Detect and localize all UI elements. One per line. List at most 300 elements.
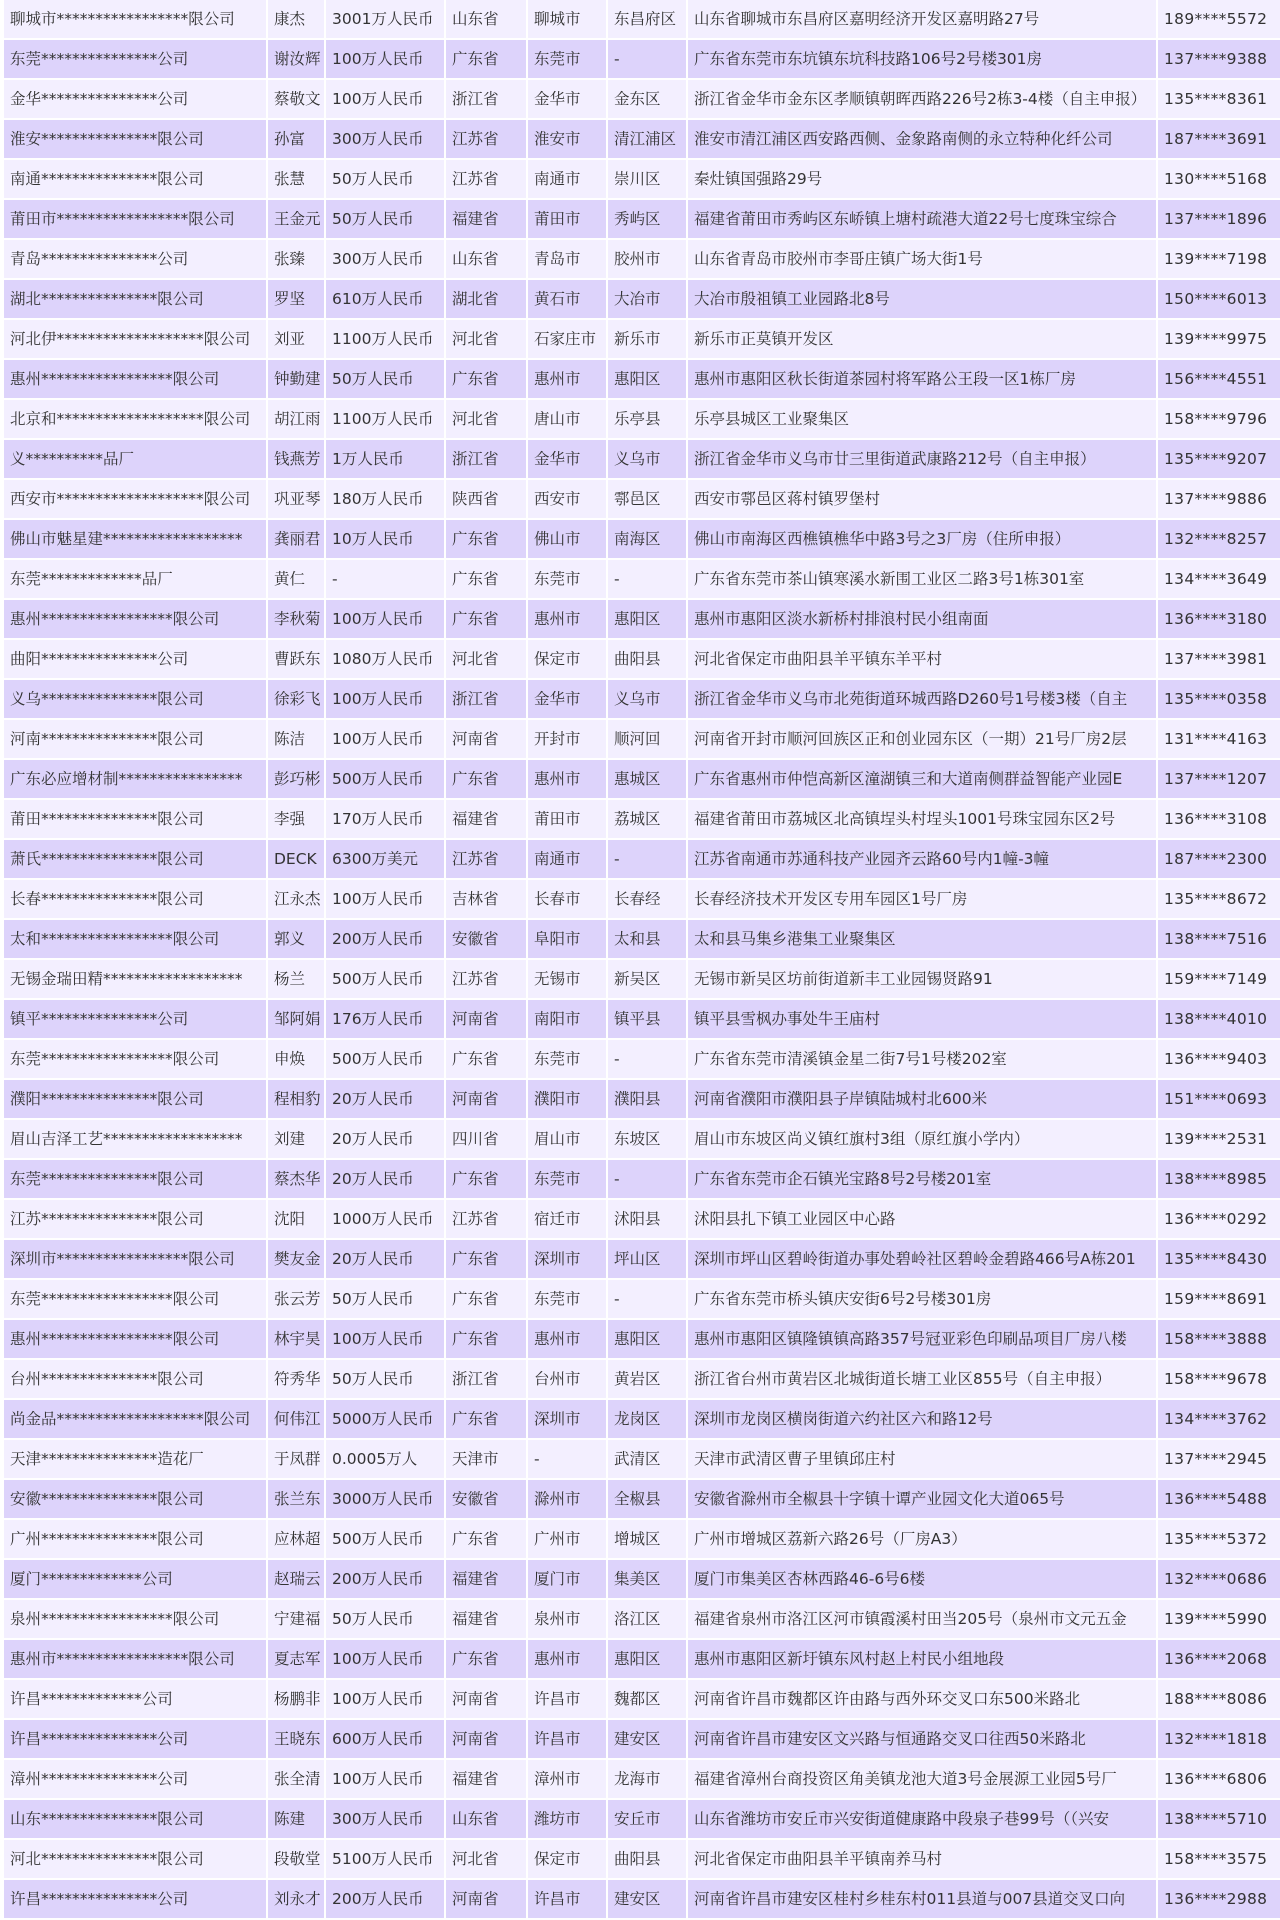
province-cell: 广东省 — [446, 1520, 526, 1558]
city-cell: 唐山市 — [528, 400, 606, 438]
company-name-cell: 山东***************限公司 — [4, 1800, 266, 1838]
table-row — [4, 120, 1280, 158]
district-cell: 全椒县 — [608, 1480, 686, 1518]
company-name-cell: 东莞*************品厂 — [4, 560, 266, 598]
phone-cell: 159****8691 — [1158, 1280, 1280, 1318]
table-row — [4, 80, 1280, 118]
capital-cell: 100万人民币 — [326, 880, 444, 918]
address-cell: 惠州市惠阳区新圩镇东风村赵上村民小组地段 — [688, 1640, 1156, 1678]
table-row — [4, 1040, 1280, 1078]
legal-rep-cell: 樊友金 — [268, 1240, 324, 1278]
city-cell: 青岛市 — [528, 240, 606, 278]
address-cell: 西安市鄠邑区蒋村镇罗堡村 — [688, 480, 1156, 518]
capital-cell: 100万人民币 — [326, 1680, 444, 1718]
capital-cell: - — [326, 560, 444, 598]
address-cell: 广州市增城区荔新六路26号（厂房A3） — [688, 1520, 1156, 1558]
legal-rep-cell: 沈阳 — [268, 1200, 324, 1238]
province-cell: 四川省 — [446, 1120, 526, 1158]
province-cell: 江苏省 — [446, 1200, 526, 1238]
province-cell: 广东省 — [446, 1040, 526, 1078]
district-cell: 乐亭县 — [608, 400, 686, 438]
legal-rep-cell: 张兰东 — [268, 1480, 324, 1518]
table-row — [4, 280, 1280, 318]
district-cell: 镇平县 — [608, 1000, 686, 1038]
district-cell: 武清区 — [608, 1440, 686, 1478]
table-row — [4, 440, 1280, 478]
legal-rep-cell: 孙富 — [268, 120, 324, 158]
address-cell: 大冶市殷祖镇工业园路北8号 — [688, 280, 1156, 318]
capital-cell: 200万人民币 — [326, 1880, 444, 1918]
capital-cell: 100万人民币 — [326, 680, 444, 718]
province-cell: 安徽省 — [446, 920, 526, 958]
capital-cell: 100万人民币 — [326, 1640, 444, 1678]
phone-cell: 138****5710 — [1158, 1800, 1280, 1838]
address-cell: 福建省漳州台商投资区角美镇龙池大道3号金展源工业园5号厂 — [688, 1760, 1156, 1798]
capital-cell: 500万人民币 — [326, 760, 444, 798]
city-cell: 莆田市 — [528, 200, 606, 238]
table-row — [4, 200, 1280, 238]
city-cell: 南阳市 — [528, 1000, 606, 1038]
legal-rep-cell: 宁建福 — [268, 1600, 324, 1638]
address-cell: 广东省东莞市企石镇光宝路8号2号楼201室 — [688, 1160, 1156, 1198]
province-cell: 福建省 — [446, 200, 526, 238]
district-cell: - — [608, 1160, 686, 1198]
legal-rep-cell: 徐彩飞 — [268, 680, 324, 718]
capital-cell: 100万人民币 — [326, 80, 444, 118]
district-cell: 金东区 — [608, 80, 686, 118]
company-name-cell: 泉州*****************限公司 — [4, 1600, 266, 1638]
province-cell: 福建省 — [446, 1560, 526, 1598]
district-cell: 安丘市 — [608, 1800, 686, 1838]
company-name-cell: 许昌***************公司 — [4, 1720, 266, 1758]
city-cell: 东莞市 — [528, 1280, 606, 1318]
district-cell: 荔城区 — [608, 800, 686, 838]
legal-rep-cell: 张云芳 — [268, 1280, 324, 1318]
table-row — [4, 560, 1280, 598]
address-cell: 长春经济技术开发区专用车园区1号厂房 — [688, 880, 1156, 918]
table-row — [4, 600, 1280, 638]
legal-rep-cell: 钱燕芳 — [268, 440, 324, 478]
legal-rep-cell: 何伟江 — [268, 1400, 324, 1438]
phone-cell: 136****5488 — [1158, 1480, 1280, 1518]
capital-cell: 5100万人民币 — [326, 1840, 444, 1878]
province-cell: 天津市 — [446, 1440, 526, 1478]
address-cell: 山东省青岛市胶州市李哥庄镇广场大街1号 — [688, 240, 1156, 278]
legal-rep-cell: 应林超 — [268, 1520, 324, 1558]
district-cell: 集美区 — [608, 1560, 686, 1598]
company-table — [2, 0, 1280, 1920]
capital-cell: 5000万人民币 — [326, 1400, 444, 1438]
phone-cell: 189****5572 — [1158, 0, 1280, 38]
capital-cell: 600万人民币 — [326, 1720, 444, 1758]
table-row — [4, 1480, 1280, 1518]
company-name-cell: 湖北***************限公司 — [4, 280, 266, 318]
phone-cell: 130****5168 — [1158, 160, 1280, 198]
legal-rep-cell: 郭义 — [268, 920, 324, 958]
capital-cell: 176万人民币 — [326, 1000, 444, 1038]
district-cell: 南海区 — [608, 520, 686, 558]
legal-rep-cell: 赵瑞云 — [268, 1560, 324, 1598]
table-row — [4, 1600, 1280, 1638]
company-name-cell: 莆田市*****************限公司 — [4, 200, 266, 238]
address-cell: 秦灶镇国强路29号 — [688, 160, 1156, 198]
city-cell: 金华市 — [528, 680, 606, 718]
company-name-cell: 许昌*************公司 — [4, 1680, 266, 1718]
legal-rep-cell: 蔡杰华 — [268, 1160, 324, 1198]
capital-cell: 1080万人民币 — [326, 640, 444, 678]
city-cell: 惠州市 — [528, 1320, 606, 1358]
phone-cell: 136****2068 — [1158, 1640, 1280, 1678]
address-cell: 河北省保定市曲阳县羊平镇东羊平村 — [688, 640, 1156, 678]
phone-cell: 188****8086 — [1158, 1680, 1280, 1718]
city-cell: 深圳市 — [528, 1400, 606, 1438]
capital-cell: 100万人民币 — [326, 1760, 444, 1798]
address-cell: 河南省许昌市建安区文兴路与恒通路交叉口往西50米路北 — [688, 1720, 1156, 1758]
district-cell: 建安区 — [608, 1720, 686, 1758]
city-cell: 淮安市 — [528, 120, 606, 158]
table-row — [4, 1120, 1280, 1158]
legal-rep-cell: 陈洁 — [268, 720, 324, 758]
legal-rep-cell: 康杰 — [268, 0, 324, 38]
legal-rep-cell: 李秋菊 — [268, 600, 324, 638]
province-cell: 江苏省 — [446, 840, 526, 878]
province-cell: 浙江省 — [446, 80, 526, 118]
city-cell: 惠州市 — [528, 760, 606, 798]
capital-cell: 100万人民币 — [326, 40, 444, 78]
capital-cell: 1万人民币 — [326, 440, 444, 478]
table-row — [4, 680, 1280, 718]
table-row — [4, 1080, 1280, 1118]
capital-cell: 50万人民币 — [326, 1280, 444, 1318]
phone-cell: 136****3108 — [1158, 800, 1280, 838]
address-cell: 厦门市集美区杏林西路46-6号6楼 — [688, 1560, 1156, 1598]
company-table-body — [4, 0, 1280, 1918]
phone-cell: 151****0693 — [1158, 1080, 1280, 1118]
province-cell: 广东省 — [446, 360, 526, 398]
phone-cell: 134****3762 — [1158, 1400, 1280, 1438]
province-cell: 山东省 — [446, 240, 526, 278]
legal-rep-cell: 段敬堂 — [268, 1840, 324, 1878]
district-cell: 长春经 — [608, 880, 686, 918]
phone-cell: 158****9796 — [1158, 400, 1280, 438]
address-cell: 惠州市惠阳区淡水新桥村排浪村民小组南面 — [688, 600, 1156, 638]
address-cell: 无锡市新吴区坊前街道新丰工业园锡贤路91 — [688, 960, 1156, 998]
city-cell: 东莞市 — [528, 560, 606, 598]
district-cell: - — [608, 1040, 686, 1078]
legal-rep-cell: 程相豹 — [268, 1080, 324, 1118]
address-cell: 山东省聊城市东昌府区嘉明经济开发区嘉明路27号 — [688, 0, 1156, 38]
table-row — [4, 320, 1280, 358]
district-cell: 崇川区 — [608, 160, 686, 198]
city-cell: 南通市 — [528, 160, 606, 198]
phone-cell: 135****8361 — [1158, 80, 1280, 118]
address-cell: 佛山市南海区西樵镇樵华中路3号之3厂房（住所申报） — [688, 520, 1156, 558]
address-cell: 广东省惠州市仲恺高新区潼湖镇三和大道南侧群益智能产业园E — [688, 760, 1156, 798]
province-cell: 广东省 — [446, 560, 526, 598]
city-cell: 无锡市 — [528, 960, 606, 998]
city-cell: 漳州市 — [528, 1760, 606, 1798]
table-row — [4, 1640, 1280, 1678]
legal-rep-cell: 夏志军 — [268, 1640, 324, 1678]
city-cell: 台州市 — [528, 1360, 606, 1398]
legal-rep-cell: 彭巧彬 — [268, 760, 324, 798]
table-row — [4, 480, 1280, 518]
company-name-cell: 北京和*******************限公司 — [4, 400, 266, 438]
company-name-cell: 金华***************公司 — [4, 80, 266, 118]
company-name-cell: 镇平***************公司 — [4, 1000, 266, 1038]
province-cell: 广东省 — [446, 520, 526, 558]
capital-cell: 20万人民币 — [326, 1120, 444, 1158]
province-cell: 广东省 — [446, 1280, 526, 1318]
address-cell: 河南省濮阳市濮阳县子岸镇陆城村北600米 — [688, 1080, 1156, 1118]
capital-cell: 200万人民币 — [326, 920, 444, 958]
company-name-cell: 无锡金瑞田精****************** — [4, 960, 266, 998]
phone-cell: 131****4163 — [1158, 720, 1280, 758]
district-cell: 惠阳区 — [608, 600, 686, 638]
legal-rep-cell: 符秀华 — [268, 1360, 324, 1398]
legal-rep-cell: 钟勤建 — [268, 360, 324, 398]
city-cell: 保定市 — [528, 1840, 606, 1878]
phone-cell: 132****1818 — [1158, 1720, 1280, 1758]
table-row — [4, 1760, 1280, 1798]
province-cell: 广东省 — [446, 1160, 526, 1198]
capital-cell: 170万人民币 — [326, 800, 444, 838]
company-name-cell: 许昌***************公司 — [4, 1880, 266, 1918]
city-cell: 宿迁市 — [528, 1200, 606, 1238]
capital-cell: 0.0005万人 — [326, 1440, 444, 1478]
city-cell: 佛山市 — [528, 520, 606, 558]
district-cell: 龙海市 — [608, 1760, 686, 1798]
phone-cell: 136****6806 — [1158, 1760, 1280, 1798]
legal-rep-cell: 罗坚 — [268, 280, 324, 318]
city-cell: 黄石市 — [528, 280, 606, 318]
district-cell: 新吴区 — [608, 960, 686, 998]
city-cell: 深圳市 — [528, 1240, 606, 1278]
legal-rep-cell: 蔡敬文 — [268, 80, 324, 118]
district-cell: - — [608, 1280, 686, 1318]
capital-cell: 100万人民币 — [326, 720, 444, 758]
capital-cell: 300万人民币 — [326, 240, 444, 278]
phone-cell: 137****1896 — [1158, 200, 1280, 238]
company-name-cell: 眉山吉泽工艺****************** — [4, 1120, 266, 1158]
province-cell: 安徽省 — [446, 1480, 526, 1518]
phone-cell: 132****8257 — [1158, 520, 1280, 558]
capital-cell: 20万人民币 — [326, 1080, 444, 1118]
district-cell: 濮阳县 — [608, 1080, 686, 1118]
phone-cell: 135****9207 — [1158, 440, 1280, 478]
table-row — [4, 160, 1280, 198]
district-cell: - — [608, 840, 686, 878]
province-cell: 广东省 — [446, 40, 526, 78]
table-row — [4, 1200, 1280, 1238]
table-row — [4, 1840, 1280, 1878]
address-cell: 浙江省金华市义乌市北苑街道环城西路D260号1号楼3楼（自主 — [688, 680, 1156, 718]
city-cell: 莆田市 — [528, 800, 606, 838]
company-name-cell: 莆田***************限公司 — [4, 800, 266, 838]
company-name-cell: 广东必应增材制**************** — [4, 760, 266, 798]
company-name-cell: 惠州*****************限公司 — [4, 1320, 266, 1358]
legal-rep-cell: 刘永才 — [268, 1880, 324, 1918]
province-cell: 广东省 — [446, 1400, 526, 1438]
company-name-cell: 太和*****************限公司 — [4, 920, 266, 958]
district-cell: 惠阳区 — [608, 1320, 686, 1358]
city-cell: 濮阳市 — [528, 1080, 606, 1118]
district-cell: 秀屿区 — [608, 200, 686, 238]
phone-cell: 137****3981 — [1158, 640, 1280, 678]
table-row — [4, 800, 1280, 838]
province-cell: 浙江省 — [446, 680, 526, 718]
district-cell: 曲阳县 — [608, 640, 686, 678]
legal-rep-cell: 林宇昊 — [268, 1320, 324, 1358]
district-cell: 顺河回 — [608, 720, 686, 758]
address-cell: 浙江省金华市义乌市廿三里街道武康路212号（自主申报） — [688, 440, 1156, 478]
legal-rep-cell: 王晓东 — [268, 1720, 324, 1758]
capital-cell: 3000万人民币 — [326, 1480, 444, 1518]
province-cell: 江苏省 — [446, 120, 526, 158]
district-cell: 东昌府区 — [608, 0, 686, 38]
city-cell: 广州市 — [528, 1520, 606, 1558]
city-cell: 西安市 — [528, 480, 606, 518]
company-name-cell: 河北***************限公司 — [4, 1840, 266, 1878]
capital-cell: 300万人民币 — [326, 120, 444, 158]
phone-cell: 137****9886 — [1158, 480, 1280, 518]
table-row — [4, 760, 1280, 798]
district-cell: - — [608, 560, 686, 598]
city-cell: 聊城市 — [528, 0, 606, 38]
address-cell: 河南省开封市顺河回族区正和创业园东区（一期）21号厂房2层 — [688, 720, 1156, 758]
phone-cell: 159****7149 — [1158, 960, 1280, 998]
phone-cell: 158****3888 — [1158, 1320, 1280, 1358]
city-cell: 泉州市 — [528, 1600, 606, 1638]
district-cell: 清江浦区 — [608, 120, 686, 158]
table-row — [4, 40, 1280, 78]
legal-rep-cell: 胡江雨 — [268, 400, 324, 438]
phone-cell: 135****0358 — [1158, 680, 1280, 718]
address-cell: 惠州市惠阳区秋长街道茶园村将军路公王段一区1栋厂房 — [688, 360, 1156, 398]
table-row — [4, 640, 1280, 678]
legal-rep-cell: DECK — [268, 840, 324, 878]
company-name-cell: 青岛***************公司 — [4, 240, 266, 278]
legal-rep-cell: 刘建 — [268, 1120, 324, 1158]
company-name-cell: 淮安***************限公司 — [4, 120, 266, 158]
table-row — [4, 1800, 1280, 1838]
capital-cell: 500万人民币 — [326, 1520, 444, 1558]
province-cell: 广东省 — [446, 600, 526, 638]
company-name-cell: 濮阳***************限公司 — [4, 1080, 266, 1118]
phone-cell: 136****2988 — [1158, 1880, 1280, 1918]
table-row — [4, 1320, 1280, 1358]
table-row — [4, 240, 1280, 278]
district-cell: 黄岩区 — [608, 1360, 686, 1398]
table-row — [4, 840, 1280, 878]
city-cell: 金华市 — [528, 80, 606, 118]
legal-rep-cell: 曹跃东 — [268, 640, 324, 678]
capital-cell: 610万人民币 — [326, 280, 444, 318]
address-cell: 河北省保定市曲阳县羊平镇南养马村 — [688, 1840, 1156, 1878]
district-cell: - — [608, 40, 686, 78]
capital-cell: 20万人民币 — [326, 1160, 444, 1198]
province-cell: 河南省 — [446, 1720, 526, 1758]
company-name-cell: 台州***************限公司 — [4, 1360, 266, 1398]
phone-cell: 150****6013 — [1158, 280, 1280, 318]
province-cell: 浙江省 — [446, 1360, 526, 1398]
district-cell: 魏都区 — [608, 1680, 686, 1718]
capital-cell: 50万人民币 — [326, 360, 444, 398]
province-cell: 河南省 — [446, 1880, 526, 1918]
company-name-cell: 惠州市*****************限公司 — [4, 1640, 266, 1678]
table-row — [4, 720, 1280, 758]
table-row — [4, 1360, 1280, 1398]
province-cell: 河南省 — [446, 1680, 526, 1718]
address-cell: 深圳市坪山区碧岭街道办事处碧岭社区碧岭金碧路466号A栋201 — [688, 1240, 1156, 1278]
province-cell: 陕西省 — [446, 480, 526, 518]
city-cell: 长春市 — [528, 880, 606, 918]
address-cell: 广东省东莞市东坑镇东坑科技路106号2号楼301房 — [688, 40, 1156, 78]
city-cell: 保定市 — [528, 640, 606, 678]
phone-cell: 137****2945 — [1158, 1440, 1280, 1478]
company-name-cell: 西安市*******************限公司 — [4, 480, 266, 518]
address-cell: 眉山市东坡区尚义镇红旗村3组（原红旗小学内） — [688, 1120, 1156, 1158]
address-cell: 广东省东莞市清溪镇金星二街7号1号楼202室 — [688, 1040, 1156, 1078]
district-cell: 惠城区 — [608, 760, 686, 798]
district-cell: 沭阳县 — [608, 1200, 686, 1238]
district-cell: 龙岗区 — [608, 1400, 686, 1438]
city-cell: 惠州市 — [528, 600, 606, 638]
legal-rep-cell: 张慧 — [268, 160, 324, 198]
legal-rep-cell: 巩亚琴 — [268, 480, 324, 518]
city-cell: 开封市 — [528, 720, 606, 758]
legal-rep-cell: 杨兰 — [268, 960, 324, 998]
legal-rep-cell: 李强 — [268, 800, 324, 838]
district-cell: 义乌市 — [608, 680, 686, 718]
address-cell: 广东省东莞市茶山镇寒溪水新围工业区二路3号1栋301室 — [688, 560, 1156, 598]
table-row — [4, 1440, 1280, 1478]
province-cell: 广东省 — [446, 760, 526, 798]
city-cell: 南通市 — [528, 840, 606, 878]
province-cell: 河南省 — [446, 1000, 526, 1038]
province-cell: 广东省 — [446, 1640, 526, 1678]
company-name-cell: 南通***************限公司 — [4, 160, 266, 198]
table-row — [4, 880, 1280, 918]
company-name-cell: 惠州*****************限公司 — [4, 360, 266, 398]
legal-rep-cell: 申焕 — [268, 1040, 324, 1078]
company-name-cell: 河南***************限公司 — [4, 720, 266, 758]
table-row — [4, 1280, 1280, 1318]
province-cell: 河北省 — [446, 400, 526, 438]
capital-cell: 50万人民币 — [326, 1360, 444, 1398]
address-cell: 安徽省滁州市全椒县十字镇十谭产业园文化大道065号 — [688, 1480, 1156, 1518]
phone-cell: 158****9678 — [1158, 1360, 1280, 1398]
capital-cell: 20万人民币 — [326, 1240, 444, 1278]
province-cell: 山东省 — [446, 1800, 526, 1838]
table-row — [4, 360, 1280, 398]
district-cell: 太和县 — [608, 920, 686, 958]
address-cell: 太和县马集乡港集工业聚集区 — [688, 920, 1156, 958]
phone-cell: 138****4010 — [1158, 1000, 1280, 1038]
province-cell: 河北省 — [446, 320, 526, 358]
phone-cell: 156****4551 — [1158, 360, 1280, 398]
capital-cell: 200万人民币 — [326, 1560, 444, 1598]
table-row — [4, 520, 1280, 558]
legal-rep-cell: 于凤群 — [268, 1440, 324, 1478]
district-cell: 惠阳区 — [608, 1640, 686, 1678]
phone-cell: 139****2531 — [1158, 1120, 1280, 1158]
phone-cell: 138****8985 — [1158, 1160, 1280, 1198]
address-cell: 江苏省南通市苏通科技产业园齐云路60号内1幢-3幢 — [688, 840, 1156, 878]
address-cell: 新乐市正莫镇开发区 — [688, 320, 1156, 358]
address-cell: 福建省莆田市荔城区北高镇埕头村埕头1001号珠宝园东区2号 — [688, 800, 1156, 838]
phone-cell: 135****8430 — [1158, 1240, 1280, 1278]
